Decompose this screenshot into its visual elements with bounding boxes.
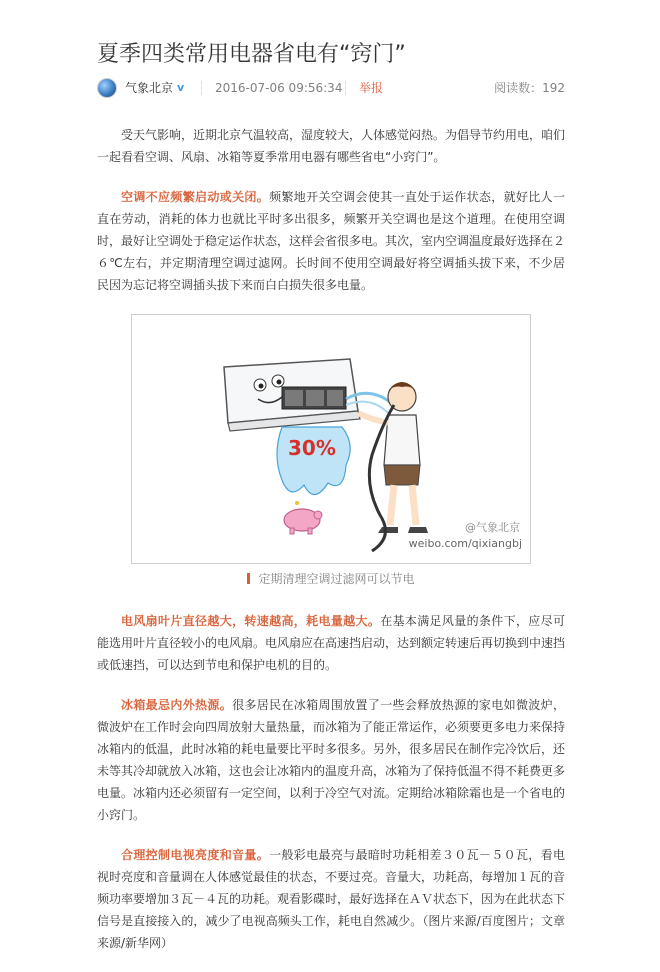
read-count [494,76,565,100]
read-count-value: 192 [542,81,565,95]
verified-v-icon: v [177,81,185,94]
caption-marker [247,573,250,584]
article-illustration[interactable] [131,314,531,564]
author-avatar[interactable] [97,78,117,98]
fan-text: 在基本满足风量的条件下，应尽可能选用叶片直径较小的电风扇。电风扇应在高速挡启动，达到额定转速后再切换到中速挡或低速挡，可以达到节电和保护电机的目的。 [97,614,566,672]
meta-divider [345,81,346,95]
fan-paragraph [97,610,565,676]
caption-text: 定期清理空调过滤网可以节电 [258,572,415,586]
intro-text: 受天气影响，近期北京气温较高，湿度较大，人体感觉闷热。为倡导节约用电，咱们一起看看空调、风扇、冰箱等夏季常用电器有哪些省电“小窍门”。 [97,128,566,164]
publish-date: 2016-07-06 09:56:34 [215,81,343,95]
boy-drawing [358,382,428,551]
tv-paragraph [97,844,565,954]
air-conditioner-drawing [224,359,360,431]
tv-text: 一般彩电最亮与最暗时功耗相差３０瓦－５０瓦，看电视时亮度和音量调在人体感觉最佳的状态，不要过亮。音量大，功耗高，每增加１瓦的音频功率要增加３瓦－４瓦的功耗。观看影碟时，最好选择在ＡＶ状态下，因为在此状态下信号是直接接入的，减少了电视高频头工作，耗电自然减少。（图片来源/百度图片；文章来源/新华网） [97,848,566,950]
article-body [97,124,565,972]
watermark-brand: @气象北京 [465,521,520,534]
tv-heading: 合理控制电视亮度和音量。 [121,848,270,862]
savings-badge: 30% [288,436,336,460]
ac-text: 频繁地开关空调会使其一直处于运作状态，就好比人一直在劳动，消耗的体力也就比平时多出很多，频繁开关空调也是这个道理。在使用空调时，最好让空调处于稳定运作状态，这样会省很多电。其次，室内空调温度最好选择在２６℃左右，并定期清理空调过滤网。长时间不使用空调最好将空调插头拔下来，不少居民因为忘记将空调插头拔下来而白白损失很多电量。 [97,190,566,292]
article-title: 夏季四类常用电器省电有“窍门” [97,42,406,67]
piggy-bank-drawing [284,509,322,534]
image-caption [97,570,565,588]
intro-paragraph [97,124,565,168]
author-name[interactable]: 气象北京 [125,81,174,95]
fridge-paragraph [97,694,565,826]
ac-paragraph [97,186,565,296]
fridge-text: 很多居民在冰箱周围放置了一些会释放热源的家电如微波炉，微波炉在工作时会向四周放射大量热量，而冰箱为了能正常运作，必须要更多电力来保持冰箱内的低温，此时冰箱的耗电量要比平时多很多。另外，很多居民在制作完冷饮后，还未等其冷却就放入冰箱，这也会让冰箱内的温度升高，冰箱为了保持低温不得不耗费更多电量。冰箱内还必须留有一定空间，以利于冷空气对流。定期给冰箱除霜也是一个省电的小窍门。 [97,698,566,822]
fridge-heading: 冰箱最忌内外热源。 [121,698,233,712]
watermark-url: weibo.com/qixiangbj [408,537,522,550]
article-meta [97,76,565,100]
report-link[interactable]: 举报 [359,81,384,95]
fan-heading: 电风扇叶片直径越大，转速越高，耗电量越大。 [121,614,381,628]
ac-heading: 空调不应频繁启动或关闭。 [121,190,270,204]
read-count-label: 阅读数： [494,81,543,95]
meta-divider [201,81,202,95]
